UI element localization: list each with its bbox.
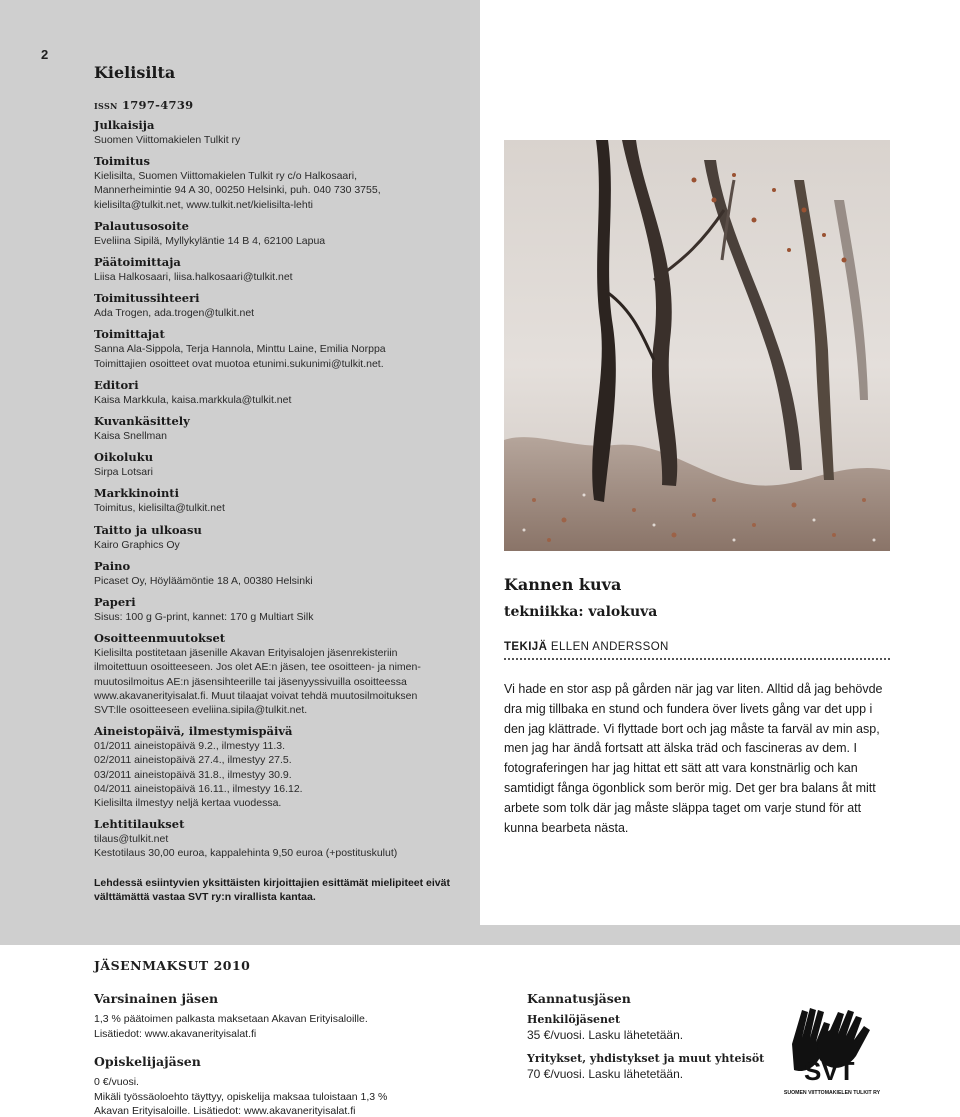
masthead-line: Kielisilta ilmestyy neljä kertaa vuodessa.	[94, 797, 282, 810]
masthead-line: muutosilmoitus AE:n jäsensihteerille tai jäsenyyssivuilla osoitteessa	[94, 675, 407, 688]
masthead-heading: Oikoluku	[94, 450, 154, 465]
forest-photo-image	[504, 140, 890, 551]
author-tag: TEKIJÄ	[504, 641, 548, 653]
magazine-title: Kielisilta	[94, 63, 176, 82]
issn	[94, 98, 464, 112]
masthead-line: Sisus: 100 g G-print, kannet: 170 g Multiart Silk	[94, 611, 314, 624]
masthead-heading: Paperi	[94, 595, 136, 610]
masthead-heading: Päätoimittaja	[94, 255, 181, 270]
cover-photo	[504, 140, 890, 551]
cover-title: Kannen kuva	[504, 575, 622, 594]
masthead-line: www.akavanerityisalat.fi. Muut tilaajat voivat tehdä muutosilmoituksen	[94, 689, 418, 702]
masthead-line: Kestotilaus 30,00 euroa, kappalehinta 9,50 euroa (+postituskulut)	[94, 847, 398, 860]
masthead-heading: Osoitteenmuutokset	[94, 631, 226, 646]
masthead-section	[94, 631, 464, 717]
masthead-heading: Toimitus	[94, 154, 150, 169]
cover-subtitle: tekniikka: valokuva	[504, 604, 658, 620]
fees-title: JÄSENMAKSUT 2010	[94, 958, 251, 973]
masthead-line: Liisa Halkosaari, liisa.halkosaari@tulkit.net	[94, 271, 293, 284]
masthead-heading: Markkinointi	[94, 486, 179, 501]
masthead-section	[94, 255, 464, 284]
masthead-line: Picaset Oy, Höyläämöntie 18 A, 00380 Helsinki	[94, 574, 313, 587]
masthead-section	[94, 154, 464, 212]
masthead-section	[94, 378, 464, 407]
masthead-line: Kaisa Snellman	[94, 430, 167, 443]
masthead-heading: Editori	[94, 377, 139, 392]
fee-kannatus-heading: Kannatusjäsen	[527, 991, 631, 1006]
fees-left-column	[94, 990, 424, 1117]
masthead-line: kielisilta@tulkit.net, www.tulkit.net/kielisilta-lehti	[94, 198, 313, 211]
masthead-section	[94, 219, 464, 248]
masthead-line: 02/2011 aineistopäivä 27.4., ilmestyy 27.5.	[94, 754, 292, 767]
masthead-line: 03/2011 aineistopäivä 31.8., ilmestyy 30.9.	[94, 768, 292, 781]
masthead-line: Eveliina Sipilä, Myllykyläntie 14 B 4, 62100 Lapua	[94, 234, 326, 247]
masthead-line: Mannerheimintie 94 A 30, 00250 Helsinki, puh. 040 730 3755,	[94, 184, 381, 197]
fee-kannatus-sub2: Yritykset, yhdistykset ja muut yhteisöt	[527, 1052, 765, 1065]
fees-right-column	[527, 990, 777, 1083]
masthead-line: ilmoitettuun osoitteeseen. Jos olet AE:n jäsen, tee osoitteen- ja nimen-	[94, 661, 421, 674]
masthead-line: 04/2011 aineistopäivä 16.11., ilmestyy 16.12.	[94, 782, 303, 795]
masthead-heading: Lehtitilaukset	[94, 817, 185, 832]
author-name: ELLEN ANDERSSON	[550, 641, 669, 653]
issn-number: 1797-4739	[121, 98, 194, 112]
masthead-heading: Toimitussihteeri	[94, 291, 200, 306]
fee-opiskelija-line2: Mikäli työssäoloehto täyttyy, opiskelija maksaa tuloistaan 1,3 %	[94, 1090, 388, 1103]
svt-logo	[784, 1000, 880, 1096]
masthead-heading: Paino	[94, 558, 131, 573]
masthead-section	[94, 817, 464, 860]
masthead-line: Kielisilta postitetaan jäsenille Akavan Erityisalojen jäsenrekisteriin	[94, 647, 398, 660]
disclaimer: Lehdessä esiintyvien yksittäisten kirjoittajien esittämät mielipiteet eivät välttämättä vastaa SVT ry:n virallista kantaa.	[94, 877, 450, 903]
masthead-line: Kielisilta, Suomen Viittomakielen Tulkit ry c/o Halkosaari,	[94, 170, 357, 183]
page-number: 2	[41, 47, 49, 62]
issn-prefix: issn	[94, 98, 118, 112]
logo-text: SVT	[804, 1056, 855, 1086]
masthead-section	[94, 724, 464, 810]
masthead-line: Kaisa Markkula, kaisa.markkula@tulkit.net	[94, 393, 292, 406]
masthead-section	[94, 327, 464, 370]
fee-kannatus-price2: 70 €/vuosi. Lasku lähetetään.	[527, 1067, 684, 1081]
masthead-heading: Toimittajat	[94, 327, 165, 342]
masthead-line: Suomen Viittomakielen Tulkit ry	[94, 134, 241, 146]
masthead-section	[94, 595, 464, 624]
masthead-heading: Taitto ja ulkoasu	[94, 522, 202, 537]
signing-hands-icon	[784, 1000, 880, 1096]
fee-kannatus-price1: 35 €/vuosi. Lasku lähetetään.	[527, 1028, 684, 1042]
cover-story-text: Vi hade en stor asp på gården när jag var liten. Alltid då jag behövde dra mig tillbaka en stund och fundera över livets gång var det upp i den jag klättrade. Vi flyttade bort och jag måste ta farväl av min asp, men jag har ändå fortsatt att älska träd och fascineras av dem. I fotograferingen har jag hittat ett sätt att vara konstnärlig och kan samtidigt fånga ögonblick som berör mig. Det ger bra balans åt mitt arbete som tolk där jag måste släppa taget om varje stund för att kunna bearbeta nästa.	[504, 682, 883, 835]
masthead-line: 01/2011 aineistopäivä 9.2., ilmestyy 11.3.	[94, 740, 286, 753]
masthead-line: SVT:lle osoitteeseen eveliina.sipila@tulkit.net.	[94, 704, 308, 717]
masthead-sections	[94, 118, 464, 861]
masthead-line: Sanna Ala-Sippola, Terja Hannola, Minttu Laine, Emilia Norppa	[94, 343, 386, 356]
masthead-heading: Aineistopäivä, ilmestymispäivä	[94, 724, 293, 739]
fee-varsinainen-line1: 1,3 % päätoimen palkasta maksetaan Akavan Erityisaloille.	[94, 1013, 368, 1025]
fee-opiskelija-line1: 0 €/vuosi.	[94, 1076, 139, 1088]
masthead-line: Toimitus, kielisilta@tulkit.net	[94, 502, 225, 515]
masthead-section	[94, 523, 464, 552]
masthead-heading: Palautusosoite	[94, 218, 189, 233]
masthead	[94, 98, 464, 868]
fee-opiskelija-line3: Akavan Erityisaloille. Lisätiedot: www.akavanerityisalat.fi	[94, 1105, 356, 1117]
masthead-section	[94, 559, 464, 588]
masthead-line: Ada Trogen, ada.trogen@tulkit.net	[94, 307, 255, 320]
masthead-section	[94, 118, 464, 147]
fee-varsinainen-heading: Varsinainen jäsen	[94, 991, 219, 1006]
fee-kannatus-sub1: Henkilöjäsenet	[527, 1013, 621, 1026]
masthead-line: Kairo Graphics Oy	[94, 538, 180, 551]
masthead-line: tilaus@tulkit.net	[94, 833, 169, 846]
author-line	[504, 641, 890, 660]
masthead-section	[94, 450, 464, 479]
fee-opiskelija-heading: Opiskelijajäsen	[94, 1054, 201, 1069]
masthead-heading: Kuvankäsittely	[94, 414, 190, 429]
masthead-section	[94, 291, 464, 320]
logo-caption: SUOMEN VIITTOMAKIELEN TULKIT RY	[784, 1090, 880, 1096]
masthead-heading: Julkaisija	[94, 118, 155, 132]
fee-varsinainen-line2: Lisätiedot: www.akavanerityisalat.fi	[94, 1027, 257, 1040]
masthead-line: Toimittajien osoitteet ovat muotoa etunimi.sukunimi@tulkit.net.	[94, 357, 384, 370]
masthead-section	[94, 486, 464, 515]
masthead-section	[94, 414, 464, 443]
masthead-line: Sirpa Lotsari	[94, 466, 153, 479]
